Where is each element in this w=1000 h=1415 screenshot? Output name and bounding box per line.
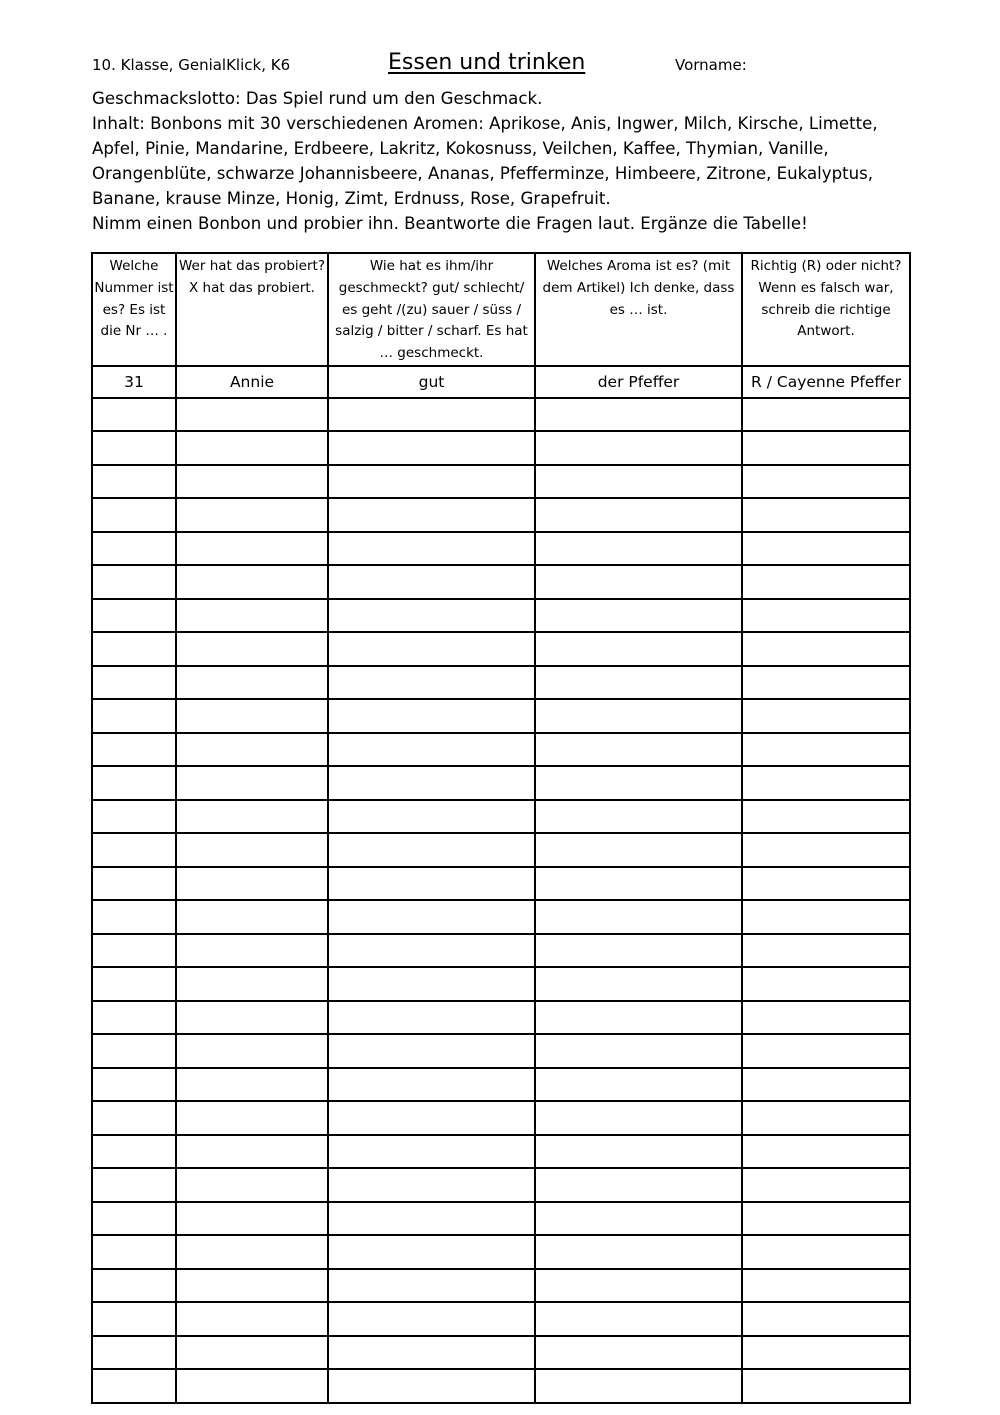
cell-taster[interactable] xyxy=(176,431,328,465)
header-taste-rating: Wie hat es ihm/ihr geschmeckt? gut/ schlecht/ es geht /(zu) sauer / süss / salzig / bitter / scharf. Es hat … geschmeckt. xyxy=(328,253,535,366)
cell-number[interactable] xyxy=(92,833,176,867)
cell-correct[interactable] xyxy=(742,766,910,800)
cell-correct[interactable] xyxy=(742,1068,910,1102)
cell-correct[interactable] xyxy=(742,967,910,1001)
cell-number[interactable] xyxy=(92,1001,176,1035)
cell-correct[interactable] xyxy=(742,867,910,901)
cell-number[interactable] xyxy=(92,1235,176,1269)
cell-aroma[interactable] xyxy=(535,1336,742,1370)
cell-aroma[interactable] xyxy=(535,800,742,834)
cell-rating[interactable] xyxy=(328,465,535,499)
cell-taster[interactable] xyxy=(176,1202,328,1236)
cell-rating[interactable] xyxy=(328,532,535,566)
cell-number[interactable] xyxy=(92,1269,176,1303)
table-row xyxy=(92,1168,910,1202)
example-aroma: der Pfeffer xyxy=(535,366,742,398)
cell-number[interactable] xyxy=(92,733,176,767)
cell-rating[interactable] xyxy=(328,800,535,834)
table-row xyxy=(92,1302,910,1336)
cell-aroma[interactable] xyxy=(535,632,742,666)
cell-correct[interactable] xyxy=(742,733,910,767)
intro-task-line: Nimm einen Bonbon und probier ihn. Beantworte die Fragen laut. Ergänze die Tabelle! xyxy=(92,214,808,233)
table-row xyxy=(92,565,910,599)
table-row xyxy=(92,800,910,834)
cell-correct[interactable] xyxy=(742,1235,910,1269)
table-row xyxy=(92,934,910,968)
cell-taster[interactable] xyxy=(176,1369,328,1403)
table-row xyxy=(92,498,910,532)
cell-correct[interactable] xyxy=(742,632,910,666)
cell-taster[interactable] xyxy=(176,699,328,733)
table-row xyxy=(92,666,910,700)
cell-correct[interactable] xyxy=(742,1202,910,1236)
cell-rating[interactable] xyxy=(328,431,535,465)
table-row xyxy=(92,1135,910,1169)
cell-number[interactable] xyxy=(92,1369,176,1403)
cell-aroma[interactable] xyxy=(535,766,742,800)
cell-correct[interactable] xyxy=(742,1001,910,1035)
cell-number[interactable] xyxy=(92,800,176,834)
cell-taster[interactable] xyxy=(176,1235,328,1269)
cell-correct[interactable] xyxy=(742,666,910,700)
cell-rating[interactable] xyxy=(328,733,535,767)
table-header-row xyxy=(92,253,910,366)
cell-taster[interactable] xyxy=(176,900,328,934)
cell-number[interactable] xyxy=(92,1168,176,1202)
header-number: Welche Nummer ist es? Es ist die Nr … . xyxy=(92,253,176,366)
cell-number[interactable] xyxy=(92,498,176,532)
table-row xyxy=(92,900,910,934)
cell-aroma[interactable] xyxy=(535,867,742,901)
cell-number[interactable] xyxy=(92,565,176,599)
cell-taster[interactable] xyxy=(176,599,328,633)
table-row xyxy=(92,1068,910,1102)
cell-rating[interactable] xyxy=(328,1068,535,1102)
table-row xyxy=(92,867,910,901)
table-row xyxy=(92,1034,910,1068)
intro-game-line: Geschmackslotto: Das Spiel rund um den Geschmack. xyxy=(92,89,543,108)
cell-number[interactable] xyxy=(92,599,176,633)
cell-taster[interactable] xyxy=(176,733,328,767)
cell-aroma[interactable] xyxy=(535,1269,742,1303)
cell-taster[interactable] xyxy=(176,532,328,566)
cell-taster[interactable] xyxy=(176,1135,328,1169)
table-row xyxy=(92,699,910,733)
cell-taster[interactable] xyxy=(176,833,328,867)
cell-aroma[interactable] xyxy=(535,1034,742,1068)
cell-aroma[interactable] xyxy=(535,1101,742,1135)
cell-aroma[interactable] xyxy=(535,1168,742,1202)
cell-rating[interactable] xyxy=(328,1269,535,1303)
cell-correct[interactable] xyxy=(742,1336,910,1370)
table-row xyxy=(92,1101,910,1135)
cell-rating[interactable] xyxy=(328,1101,535,1135)
intro-content-line: Inhalt: Bonbons mit 30 verschiedenen Aromen: Aprikose, Anis, Ingwer, Milch, Kirsche, Limette, Apfel, Pinie, Mandarine, Erdbeere, Lakritz, Kokosnuss, Veilchen, Kaffee, Thymian, Vanille, Orangenblüte, schwarze Johannisbeere, Ananas, Pfefferminze, Himbeere, Zitrone, Eukalyptus, Banane, krause Minze, Honig, Zimt, Erdnuss, Rose, Grapefruit. xyxy=(92,114,878,208)
cell-rating[interactable] xyxy=(328,867,535,901)
cell-rating[interactable] xyxy=(328,1235,535,1269)
table-row xyxy=(92,833,910,867)
cell-aroma[interactable] xyxy=(535,900,742,934)
cell-rating[interactable] xyxy=(328,398,535,432)
cell-aroma[interactable] xyxy=(535,431,742,465)
cell-rating[interactable] xyxy=(328,666,535,700)
cell-aroma[interactable] xyxy=(535,967,742,1001)
table-row xyxy=(92,465,910,499)
cell-taster[interactable] xyxy=(176,1302,328,1336)
cell-number[interactable] xyxy=(92,1336,176,1370)
table-row xyxy=(92,1235,910,1269)
cell-number[interactable] xyxy=(92,867,176,901)
cell-correct[interactable] xyxy=(742,800,910,834)
cell-correct[interactable] xyxy=(742,934,910,968)
cell-rating[interactable] xyxy=(328,1336,535,1370)
example-correct: R / Cayenne Pfeffer xyxy=(742,366,910,398)
cell-number[interactable] xyxy=(92,465,176,499)
cell-rating[interactable] xyxy=(328,967,535,1001)
table-row xyxy=(92,967,910,1001)
cell-taster[interactable] xyxy=(176,1269,328,1303)
cell-number[interactable] xyxy=(92,934,176,968)
cell-rating[interactable] xyxy=(328,934,535,968)
cell-correct[interactable] xyxy=(742,833,910,867)
table-row xyxy=(92,1001,910,1035)
cell-taster[interactable] xyxy=(176,1101,328,1135)
cell-taster[interactable] xyxy=(176,1168,328,1202)
cell-aroma[interactable] xyxy=(535,498,742,532)
instructions xyxy=(92,86,922,236)
cell-correct[interactable] xyxy=(742,1369,910,1403)
cell-number[interactable] xyxy=(92,532,176,566)
cell-number[interactable] xyxy=(92,431,176,465)
table-row xyxy=(92,1202,910,1236)
cell-taster[interactable] xyxy=(176,867,328,901)
table-row xyxy=(92,1269,910,1303)
page-title: Essen und trinken xyxy=(388,50,586,75)
cell-number[interactable] xyxy=(92,1302,176,1336)
table-row xyxy=(92,532,910,566)
table-row xyxy=(92,1336,910,1370)
cell-correct[interactable] xyxy=(742,1168,910,1202)
header-correct: Richtig (R) oder nicht? Wenn es falsch war, schreib die richtige Antwort. xyxy=(742,253,910,366)
cell-aroma[interactable] xyxy=(535,1369,742,1403)
cell-number[interactable] xyxy=(92,1068,176,1102)
cell-aroma[interactable] xyxy=(535,565,742,599)
cell-rating[interactable] xyxy=(328,1001,535,1035)
vorname-label: Vorname: xyxy=(675,56,747,74)
table-row xyxy=(92,632,910,666)
cell-rating[interactable] xyxy=(328,599,535,633)
table-row xyxy=(92,733,910,767)
cell-aroma[interactable] xyxy=(535,833,742,867)
cell-correct[interactable] xyxy=(742,599,910,633)
cell-correct[interactable] xyxy=(742,498,910,532)
cell-taster[interactable] xyxy=(176,465,328,499)
cell-number[interactable] xyxy=(92,967,176,1001)
cell-taster[interactable] xyxy=(176,398,328,432)
cell-taster[interactable] xyxy=(176,766,328,800)
cell-rating[interactable] xyxy=(328,833,535,867)
cell-rating[interactable] xyxy=(328,1135,535,1169)
cell-correct[interactable] xyxy=(742,900,910,934)
cell-aroma[interactable] xyxy=(535,599,742,633)
document-header xyxy=(92,50,912,80)
cell-taster[interactable] xyxy=(176,498,328,532)
cell-aroma[interactable] xyxy=(535,398,742,432)
cell-aroma[interactable] xyxy=(535,666,742,700)
cell-correct[interactable] xyxy=(742,565,910,599)
cell-correct[interactable] xyxy=(742,1034,910,1068)
cell-number[interactable] xyxy=(92,699,176,733)
cell-taster[interactable] xyxy=(176,1034,328,1068)
cell-aroma[interactable] xyxy=(535,1135,742,1169)
cell-aroma[interactable] xyxy=(535,465,742,499)
example-row xyxy=(92,366,910,398)
cell-aroma[interactable] xyxy=(535,1202,742,1236)
cell-rating[interactable] xyxy=(328,766,535,800)
cell-aroma[interactable] xyxy=(535,1302,742,1336)
example-taster: Annie xyxy=(176,366,328,398)
cell-correct[interactable] xyxy=(742,1269,910,1303)
cell-taster[interactable] xyxy=(176,1001,328,1035)
cell-number[interactable] xyxy=(92,1101,176,1135)
table-row xyxy=(92,431,910,465)
cell-aroma[interactable] xyxy=(535,733,742,767)
cell-number[interactable] xyxy=(92,1202,176,1236)
cell-correct[interactable] xyxy=(742,398,910,432)
cell-taster[interactable] xyxy=(176,666,328,700)
cell-number[interactable] xyxy=(92,632,176,666)
cell-correct[interactable] xyxy=(742,699,910,733)
cell-rating[interactable] xyxy=(328,1202,535,1236)
cell-taster[interactable] xyxy=(176,967,328,1001)
header-taster: Wer hat das probiert? X hat das probiert. xyxy=(176,253,328,366)
cell-aroma[interactable] xyxy=(535,1001,742,1035)
table-row xyxy=(92,599,910,633)
cell-correct[interactable] xyxy=(742,465,910,499)
class-info: 10. Klasse, GenialKlick, K6 xyxy=(92,56,291,74)
cell-correct[interactable] xyxy=(742,1302,910,1336)
cell-number[interactable] xyxy=(92,1135,176,1169)
cell-aroma[interactable] xyxy=(535,699,742,733)
cell-rating[interactable] xyxy=(328,565,535,599)
table-row xyxy=(92,766,910,800)
cell-taster[interactable] xyxy=(176,565,328,599)
cell-correct[interactable] xyxy=(742,532,910,566)
header-aroma: Welches Aroma ist es? (mit dem Artikel) Ich denke, dass es … ist. xyxy=(535,253,742,366)
cell-aroma[interactable] xyxy=(535,532,742,566)
cell-aroma[interactable] xyxy=(535,934,742,968)
cell-rating[interactable] xyxy=(328,1369,535,1403)
cell-aroma[interactable] xyxy=(535,1235,742,1269)
cell-taster[interactable] xyxy=(176,934,328,968)
table-row xyxy=(92,1369,910,1403)
cell-number[interactable] xyxy=(92,766,176,800)
cell-rating[interactable] xyxy=(328,632,535,666)
cell-taster[interactable] xyxy=(176,1336,328,1370)
cell-correct[interactable] xyxy=(742,431,910,465)
cell-number[interactable] xyxy=(92,398,176,432)
cell-aroma[interactable] xyxy=(535,1068,742,1102)
cell-rating[interactable] xyxy=(328,1034,535,1068)
cell-number[interactable] xyxy=(92,900,176,934)
cell-rating[interactable] xyxy=(328,1168,535,1202)
cell-taster[interactable] xyxy=(176,800,328,834)
table-row xyxy=(92,398,910,432)
cell-rating[interactable] xyxy=(328,1302,535,1336)
tasting-table xyxy=(91,252,911,1404)
cell-correct[interactable] xyxy=(742,1101,910,1135)
cell-taster[interactable] xyxy=(176,632,328,666)
cell-number[interactable] xyxy=(92,1034,176,1068)
cell-rating[interactable] xyxy=(328,498,535,532)
cell-taster[interactable] xyxy=(176,1068,328,1102)
cell-correct[interactable] xyxy=(742,1135,910,1169)
cell-number[interactable] xyxy=(92,666,176,700)
example-number: 31 xyxy=(92,366,176,398)
cell-rating[interactable] xyxy=(328,699,535,733)
example-rating: gut xyxy=(328,366,535,398)
cell-rating[interactable] xyxy=(328,900,535,934)
